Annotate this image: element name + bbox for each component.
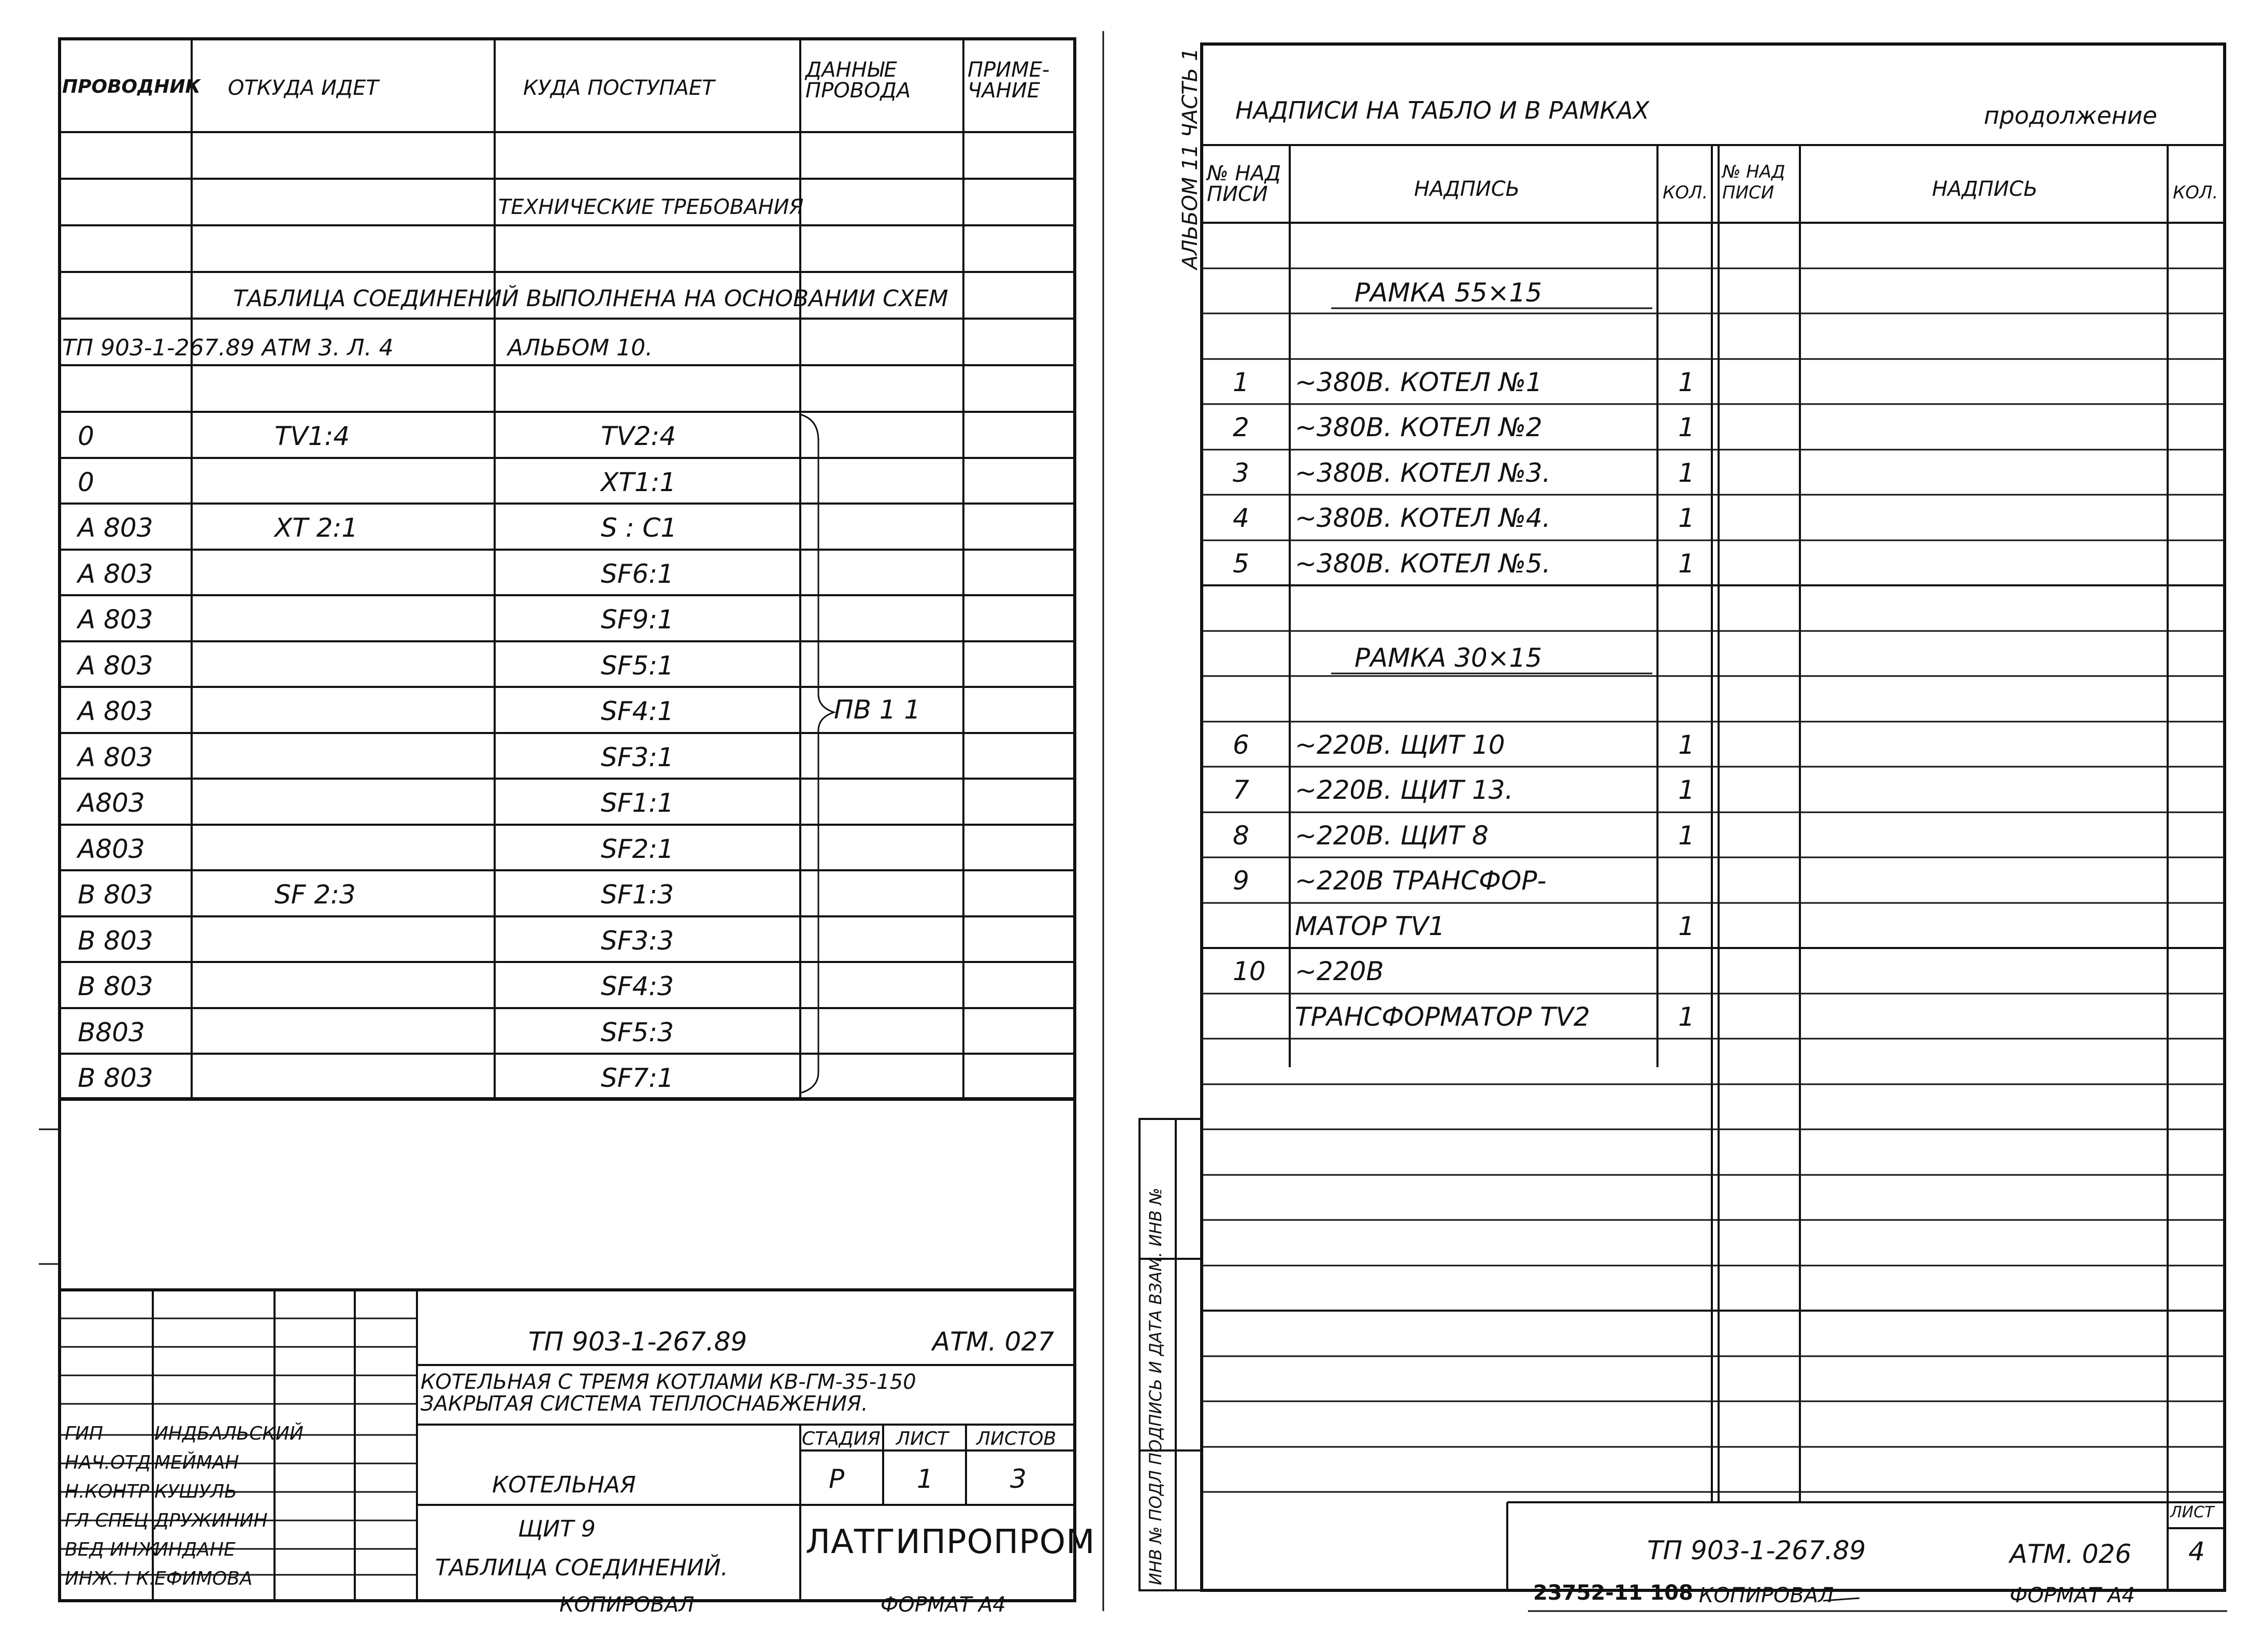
sheets-header: ЛИСТОВ <box>976 1428 1057 1449</box>
frame-55x15-label: РАМКА 55×15 <box>1354 278 1542 308</box>
cell-wire: 0 <box>78 421 94 451</box>
inscription-qty: 1 <box>1678 911 1695 941</box>
right-sheet-header: ЛИСТ <box>2170 1503 2214 1521</box>
frame-30x15-label: РАМКА 30×15 <box>1354 643 1542 673</box>
inscription-text: ~380В. КОТЕЛ №3. <box>1295 458 1551 488</box>
right-sheet-code: АТМ. 026 <box>2010 1539 2132 1569</box>
staff-name: ИНДБАЛЬСКИЙ <box>154 1423 304 1444</box>
object-name: КОТЕЛЬНАЯ <box>492 1472 636 1498</box>
archive-number: 23752-11 108 <box>1533 1581 1693 1605</box>
cell-from: TV1:4 <box>275 421 350 451</box>
inscription-number: 8 <box>1233 821 1249 851</box>
drawing-name-2: ТАБЛИЦА СОЕДИНЕНИЙ. <box>435 1555 728 1581</box>
left-sheet-code: АТМ. 027 <box>932 1327 1055 1357</box>
text-header-b: НАДПИСЬ <box>1932 177 2038 201</box>
right-frame <box>1202 44 2225 1590</box>
cell-wire: В 803 <box>78 1063 153 1093</box>
stage-header: СТАДИЯ <box>802 1428 881 1449</box>
staff-role: ИНЖ. I К. <box>65 1568 155 1589</box>
right-footer-copy: КОПИРОВАЛ <box>1699 1584 1834 1607</box>
staff-name: ИНДАНЕ <box>154 1539 236 1560</box>
cell-wire: А803 <box>78 788 145 818</box>
stage-value: Р <box>829 1464 845 1494</box>
inscription-qty: 1 <box>1678 412 1695 442</box>
album-side-label: АЛЬБОМ 11 ЧАСТЬ 1 <box>1178 48 1202 269</box>
cell-wire: А 803 <box>78 696 153 726</box>
cell-wire: В 803 <box>78 880 153 910</box>
staff-role: ВЕД ИНЖ <box>65 1539 158 1560</box>
cell-wire: В 803 <box>78 926 153 956</box>
cell-to: SF3:3 <box>601 926 674 956</box>
inscription-number: 4 <box>1233 503 1249 533</box>
side-stamp: ИНВ № ПОДЛ ПОДПИСЬ И ДАТА ВЗАМ. ИНВ № <box>1146 1187 1165 1585</box>
cell-to: SF1:1 <box>601 788 674 818</box>
qty-header-b: КОЛ. <box>2173 182 2218 203</box>
left-footer-copy: КОПИРОВАЛ <box>559 1593 695 1617</box>
staff-name: ДРУЖИНИН <box>154 1510 268 1531</box>
cell-wire: А 803 <box>78 605 153 635</box>
wire-data-value: ПВ 1 1 <box>834 695 921 725</box>
inscription-qty: 1 <box>1678 821 1695 851</box>
inscription-text: ~220В <box>1295 956 1384 986</box>
left-frame <box>60 39 1075 1601</box>
sheet-value: 1 <box>917 1464 933 1494</box>
cell-wire: А 803 <box>78 513 153 543</box>
note-line-2a: ТП 903-1-267.89 АТМ 3. Л. 4 <box>62 335 394 361</box>
inscription-text: ~220В. ЩИТ 8 <box>1295 821 1489 851</box>
header-to: КУДА ПОСТУПАЕТ <box>523 76 715 100</box>
cell-to: S : C1 <box>601 513 677 543</box>
cell-wire: 0 <box>78 467 94 497</box>
cell-to: XT1:1 <box>601 467 676 497</box>
inscription-number: 7 <box>1233 775 1249 805</box>
inscription-qty: 1 <box>1678 458 1695 488</box>
staff-role: Н.КОНТР <box>65 1481 150 1502</box>
inscription-number: 2 <box>1233 412 1249 442</box>
header-wire: ПРОВОДНИК <box>62 76 200 97</box>
inscription-qty: 1 <box>1678 503 1695 533</box>
cell-wire: А 803 <box>78 742 153 772</box>
project-line-1: КОТЕЛЬНАЯ С ТРЕМЯ КОТЛАМИ КВ-ГМ-35-150 <box>421 1370 916 1394</box>
header-wire-data-1: ДАННЫЕ <box>805 58 897 82</box>
cell-from: SF 2:3 <box>275 880 356 910</box>
cell-wire: А 803 <box>78 559 153 589</box>
inscription-number: 10 <box>1233 956 1266 986</box>
note-line-1: ТАБЛИЦА СОЕДИНЕНИЙ ВЫПОЛНЕНА НА ОСНОВАНИИ СХЕМ <box>233 285 948 312</box>
cell-wire: А803 <box>78 834 145 864</box>
sheet-header: ЛИСТ <box>896 1428 949 1449</box>
right-footer-format: ФОРМАТ А4 <box>2010 1584 2135 1607</box>
right-sheet-number: 4 <box>2188 1536 2205 1567</box>
inscription-qty: 1 <box>1678 367 1695 397</box>
cell-to: SF3:1 <box>601 742 674 772</box>
tech-requirements-heading: ТЕХНИЧЕСКИЕ ТРЕБОВАНИЯ <box>498 195 804 219</box>
cell-to: SF5:1 <box>601 651 674 681</box>
inscription-text: ~220В ТРАНСФОР- <box>1295 866 1547 896</box>
cell-to: SF9:1 <box>601 605 674 635</box>
left-footer-format: ФОРМАТ А4 <box>881 1593 1006 1617</box>
project-line-2: ЗАКРЫТАЯ СИСТЕМА ТЕПЛОСНАБЖЕНИЯ. <box>421 1392 868 1416</box>
header-wire-data-2: ПРОВОДА <box>805 79 911 103</box>
inscription-qty: 1 <box>1678 549 1695 579</box>
cell-to: SF1:3 <box>601 880 674 910</box>
organization-name: ЛАТГИПРОПРОМ <box>805 1523 1095 1561</box>
staff-role: ГИП <box>65 1423 104 1444</box>
cell-to: TV2:4 <box>601 421 676 451</box>
inscription-number: 5 <box>1233 549 1249 579</box>
staff-name: ЕФИМОВА <box>154 1568 253 1589</box>
cell-wire: В803 <box>78 1017 145 1047</box>
inscription-text: ~380В. КОТЕЛ №4. <box>1295 503 1551 533</box>
inscription-text: ~380В. КОТЕЛ №2 <box>1295 412 1542 442</box>
num-header-1b: № НАД <box>1722 162 1785 182</box>
header-note-1: ПРИМЕ- <box>968 58 1050 82</box>
inscription-text: МАТОР TV1 <box>1295 911 1445 941</box>
inscription-number: 6 <box>1233 730 1249 760</box>
staff-name: МЕЙМАН <box>154 1452 239 1473</box>
inscription-qty: 1 <box>1678 730 1695 760</box>
drawing-name-1: ЩИТ 9 <box>518 1516 596 1542</box>
qty-header: КОЛ. <box>1663 182 1708 203</box>
left-doc-code: ТП 903-1-267.89 <box>528 1327 747 1357</box>
num-header-2b: ПИСИ <box>1722 182 1775 203</box>
inscription-qty: 1 <box>1678 775 1695 805</box>
inscription-text: ~220В. ЩИТ 10 <box>1295 730 1505 760</box>
right-doc-code: ТП 903-1-267.89 <box>1647 1535 1866 1565</box>
header-note-2: ЧАНИЕ <box>968 79 1041 103</box>
inscription-text: ~220В. ЩИТ 13. <box>1295 775 1513 805</box>
inscription-number: 1 <box>1233 367 1249 397</box>
cell-to: SF2:1 <box>601 834 674 864</box>
inscription-number: 3 <box>1233 458 1249 488</box>
cell-wire: В 803 <box>78 971 153 1001</box>
right-title: НАДПИСИ НА ТАБЛО И В РАМКАХ <box>1235 96 1650 124</box>
cell-to: SF4:3 <box>601 971 674 1001</box>
cell-to: SF6:1 <box>601 559 674 589</box>
cell-wire: А 803 <box>78 651 153 681</box>
cell-to: SF7:1 <box>601 1063 674 1093</box>
note-line-2b: АЛЬБОМ 10. <box>508 335 653 361</box>
inscription-qty: 1 <box>1678 1002 1695 1032</box>
inscription-text: ~380В. КОТЕЛ №1 <box>1295 367 1542 397</box>
cell-from: XT 2:1 <box>275 513 358 543</box>
inscription-number: 9 <box>1233 866 1249 896</box>
sheets-value: 3 <box>1010 1464 1027 1494</box>
staff-role: НАЧ.ОТД <box>65 1452 151 1473</box>
continued-label: продолжение <box>1984 102 2157 130</box>
num-header-1: № НАД <box>1207 162 1281 185</box>
cell-to: SF4:1 <box>601 696 674 726</box>
header-from: ОТКУДА ИДЕТ <box>228 76 379 100</box>
staff-role: ГЛ СПЕЦ <box>65 1510 149 1531</box>
num-header-2: ПИСИ <box>1207 182 1268 206</box>
staff-name: КУШУЛЬ <box>154 1481 237 1502</box>
inscription-text: ТРАНСФОРМАТОР TV2 <box>1295 1002 1590 1032</box>
cell-to: SF5:3 <box>601 1017 674 1047</box>
text-header: НАДПИСЬ <box>1414 177 1520 201</box>
inscription-text: ~380В. КОТЕЛ №5. <box>1295 549 1551 579</box>
